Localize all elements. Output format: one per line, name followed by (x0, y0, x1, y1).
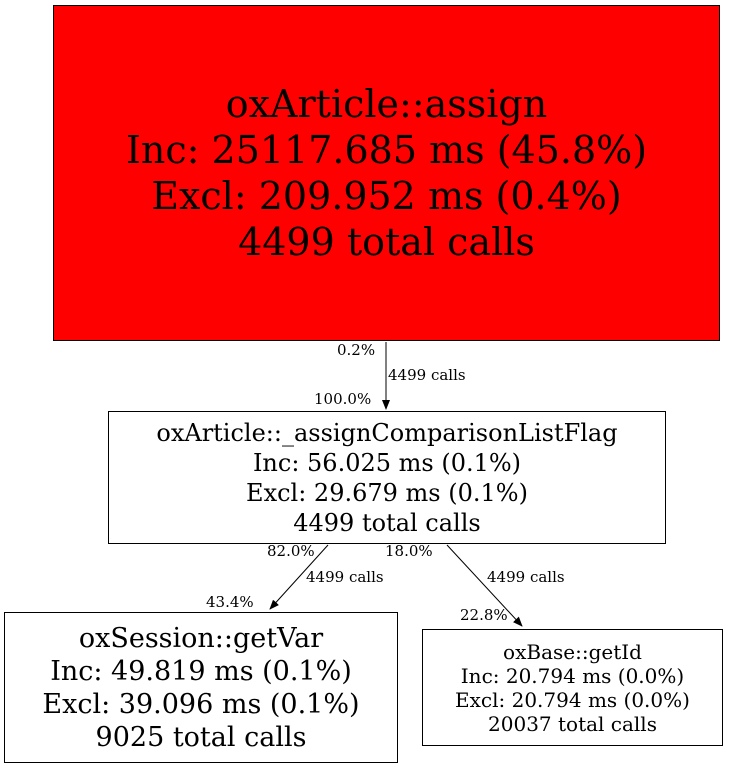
edge-tail-percent: 0.2% (337, 341, 376, 359)
node-total-calls: 20037 total calls (488, 711, 657, 736)
node-inclusive-time: Inc: 56.025 ms (0.1%) (252, 448, 522, 477)
node-inclusive-time: Inc: 49.819 ms (0.1%) (50, 655, 352, 687)
node-exclusive-time: Excl: 20.794 ms (0.0%) (455, 687, 690, 712)
node-oxbase-getid[interactable] (422, 629, 723, 746)
node-function-name: oxArticle::assign (225, 82, 548, 126)
node-total-calls: 4499 total calls (293, 508, 481, 537)
node-function-name: oxBase::getId (503, 639, 642, 664)
node-oxarticle-assigncomparisonlistflag[interactable] (108, 411, 666, 544)
node-total-calls: 4499 total calls (238, 220, 535, 264)
node-exclusive-time: Excl: 209.952 ms (0.4%) (151, 174, 622, 218)
node-oxsession-getvar[interactable] (4, 612, 398, 763)
edge-calls-label: 4499 calls (388, 366, 466, 384)
edge-tail-percent: 18.0% (385, 542, 433, 560)
edge-head-percent: 100.0% (314, 390, 372, 408)
edge-head-percent: 43.4% (206, 593, 254, 611)
edge-tail-percent: 82.0% (267, 542, 315, 560)
node-exclusive-time: Excl: 39.096 ms (0.1%) (42, 688, 360, 720)
edge-head-percent: 22.8% (460, 606, 508, 624)
node-function-name: oxArticle::_assignComparisonListFlag (156, 418, 618, 447)
node-inclusive-time: Inc: 25117.685 ms (45.8%) (125, 128, 648, 172)
node-total-calls: 9025 total calls (95, 721, 307, 753)
edge-calls-label: 4499 calls (487, 568, 565, 586)
node-inclusive-time: Inc: 20.794 ms (0.0%) (460, 663, 685, 688)
edge-calls-label: 4499 calls (306, 568, 384, 586)
node-oxarticle-assign[interactable] (53, 5, 720, 341)
node-function-name: oxSession::getVar (78, 622, 324, 654)
node-exclusive-time: Excl: 29.679 ms (0.1%) (246, 478, 528, 507)
